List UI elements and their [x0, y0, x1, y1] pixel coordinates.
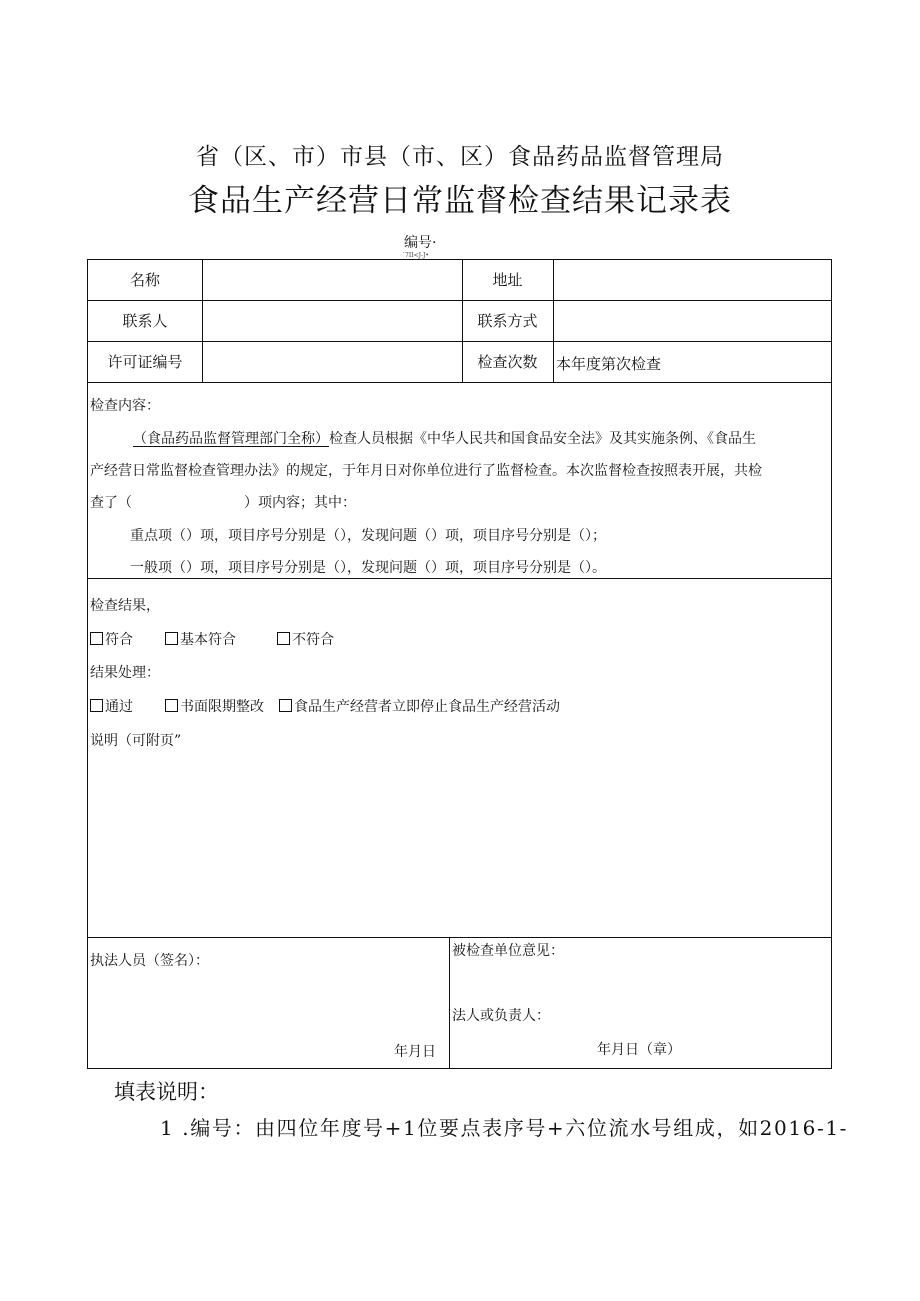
section-divider — [88, 578, 831, 579]
checkbox-icon[interactable] — [90, 699, 103, 712]
result-option-conform[interactable] — [90, 629, 133, 649]
result-option-label: 符合 — [105, 632, 133, 648]
handling-option-label: 通过 — [105, 699, 133, 715]
inspection-content-line1 — [133, 428, 756, 448]
inspection-content-line3 — [90, 492, 356, 512]
address-field[interactable] — [554, 261, 830, 299]
dept-name-placeholder[interactable]: （食品药品监督管理部门全称） — [133, 431, 329, 447]
inspection-content-line2: 产经营日常监督检查管理办法》的规定，于年月日对你单位进行了监督检查。本次监督检查按照表开展，共检 — [90, 463, 762, 479]
row-divider — [88, 382, 831, 383]
agency-title: 省（区、市）市县（市、区）食品药品监督管理局 — [196, 144, 724, 170]
inspection-content-line3-a: 查了（ — [90, 495, 132, 511]
contact-label: 联系人 — [122, 312, 168, 330]
result-option-label: 不符合 — [292, 632, 334, 648]
form-number-subtext: ˊ7ΙΙ<J-J• — [402, 252, 429, 259]
address-label: 地址 — [492, 271, 523, 289]
result-option-basic-conform[interactable] — [165, 629, 236, 649]
legal-person-label: 法人或负责人： — [452, 1008, 550, 1024]
handling-heading: 结果处理： — [90, 665, 160, 681]
notes-area[interactable] — [90, 754, 828, 934]
handling-option-pass[interactable] — [90, 696, 133, 716]
result-option-nonconform[interactable] — [277, 629, 334, 649]
name-field[interactable] — [203, 261, 461, 299]
checkbox-icon[interactable] — [90, 632, 103, 645]
name-label: 名称 — [129, 271, 160, 289]
result-option-label: 基本符合 — [180, 632, 236, 648]
handling-option-stop[interactable] — [279, 696, 560, 716]
inspection-content-heading: 检查内容： — [90, 398, 160, 414]
checkbox-icon[interactable] — [165, 632, 178, 645]
officer-signature-label: 执法人员（签名）： — [90, 953, 209, 969]
inspection-content-line3-b: ）项内容；其中： — [244, 495, 356, 511]
handling-option-label: 食品生产经营者立即停止食品生产经营活动 — [294, 699, 560, 715]
form-title: 食品生产经营日常监督检查结果记录表 — [188, 183, 732, 219]
fill-instruction-item-1: 1 .编号：由四位年度号+1位要点表序号+六位流水号组成，如2016-1- — [160, 1116, 849, 1140]
general-items-line: 一般项（）项，项目序号分别是（），发现问题（）项，项目序号分别是（）。 — [130, 560, 606, 576]
inspection-content-line1-text: 检查人员根据《中华人民共和国食品安全法》及其实施条例、《食品生 — [329, 431, 756, 447]
inspected-unit-opinion-label: 被检查单位意见： — [452, 943, 564, 959]
signature-divider — [449, 937, 450, 1069]
inspection-count-value[interactable]: 本年度第次检查 — [556, 355, 662, 373]
contact-method-label: 联系方式 — [477, 312, 538, 330]
contact-field[interactable] — [203, 302, 461, 340]
fill-instructions-title: 填表说明： — [114, 1080, 219, 1104]
license-label: 许可证编号 — [107, 353, 183, 371]
results-heading: 检查结果， — [90, 598, 160, 614]
form-number-label: 编号· — [404, 235, 437, 251]
handling-option-rectify[interactable] — [165, 696, 264, 716]
section-divider — [88, 937, 831, 938]
officer-signature-field[interactable] — [90, 972, 445, 1032]
checkbox-icon[interactable] — [277, 632, 290, 645]
handling-option-label: 书面限期整改 — [180, 699, 264, 715]
notes-label: 说明（可附页” — [90, 733, 182, 749]
inspection-count-label: 检查次数 — [477, 353, 538, 371]
key-items-line: 重点项（）项，项目序号分别是（），发现问题（）项，项目序号分别是（）； — [130, 528, 606, 544]
inspected-unit-opinion-field[interactable] — [452, 962, 830, 1002]
checkbox-icon[interactable] — [279, 699, 292, 712]
license-field[interactable] — [203, 343, 461, 381]
contact-method-field[interactable] — [554, 302, 830, 340]
officer-date: 年月日 — [394, 1044, 436, 1060]
inspected-date-seal: 年月日（章） — [597, 1042, 681, 1058]
inspection-form-table — [87, 259, 832, 1069]
checkbox-icon[interactable] — [165, 699, 178, 712]
